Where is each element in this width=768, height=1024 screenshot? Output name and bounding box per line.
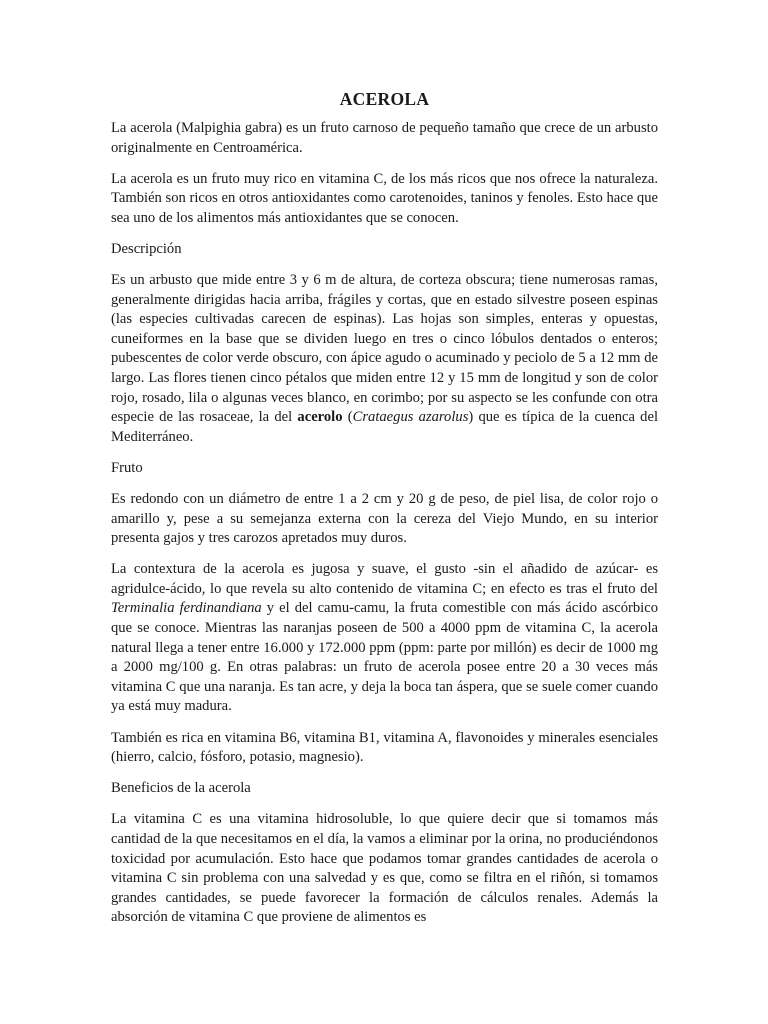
terminalia-term: Terminalia ferdinandiana bbox=[111, 600, 262, 617]
description-text: Es un arbusto que mide entre 3 y 6 m de altura, de corteza obscura; tiene numerosas ramas, generalmente dirigidas hacia arriba, frágiles y cortas, que en estado silvestre poseen espinas (las especies cultivadas carecen de espinas). Las hojas son simples, enteras y opuestas, cuneiformes en la base que se dividen luego en tres o cinco lóbulos dentados o enteros; pubescentes de color verde obscuro, con ápice agudo o acuminado y peciolo de 5 a 12 mm de largo. Las flores tienen cinco pétalos que miden entre 12 y 15 mm de longitud y son de color rojo, rosado, lila o algunas veces blanco, en corimbo; por su aspecto se les confunde con otra especie de las rosaceae, la del bbox=[111, 272, 658, 426]
acerolo-term: acerolo bbox=[297, 409, 343, 426]
document-page bbox=[111, 88, 658, 939]
section-heading-descripcion: Descripción bbox=[111, 240, 182, 257]
fruit-paragraph: Es redondo con un diámetro de entre 1 a 2 cm y 20 g de peso, de piel lisa, de color rojo o amarillo y, pese a su semejanza externa con la cereza del Viejo Mundo, en su interior presenta gajos y tres carozos apretados muy duros. bbox=[111, 491, 658, 547]
section-heading-fruto: Fruto bbox=[111, 459, 143, 476]
document-title: ACEROLA bbox=[339, 89, 430, 109]
minerals-paragraph: También es rica en vitamina B6, vitamina B1, vitamina A, flavonoides y minerales esenciales (hierro, calcio, fósforo, potasio, magnesio). bbox=[111, 729, 658, 766]
section-heading-beneficios: Beneficios de la acerola bbox=[111, 780, 251, 797]
vitamin-c-paragraph: La acerola es un fruto muy rico en vitamina C, de los más ricos que nos ofrece la naturaleza. También son ricos en otros antioxidantes como carotenoides, taninos y fenoles. Esto hace que sea uno de los alimentos más antioxidantes que se conocen. bbox=[111, 170, 658, 226]
benefits-paragraph: La vitamina C es una vitamina hidrosoluble, lo que quiere decir que si tomamos más cantidad de la que necesitamos en el día, la vamos a eliminar por la orina, no produciéndonos toxicidad por acumulación. Esto hace que podamos tomar grandes cantidades de acerola o vitamina C sin problema con una salvedad y es que, como se filtra en el riñón, si tomamos grandes cantidades, se puede favorecer la formación de cálculos renales. Además la absorción de vitamina C que proviene de alimentos es bbox=[111, 811, 658, 926]
description-end: ) que es típica de la cuenca del Mediterráneo. bbox=[111, 409, 658, 445]
texture-paragraph bbox=[111, 560, 658, 717]
texture-text-start: La contextura de la acerola es jugosa y suave, el gusto -sin el añadido de azúcar- es agridulce-ácido, lo que revela su alto contenido de vitamina C; en efecto es tras el fruto del bbox=[111, 561, 658, 597]
intro-paragraph: La acerola (Malpighia gabra) es un fruto carnoso de pequeño tamaño que crece de un arbusto originalmente en Centroamérica. bbox=[111, 120, 658, 156]
description-open-paren: ( bbox=[342, 409, 353, 426]
description-paragraph bbox=[111, 271, 658, 447]
texture-text-end: y el del camu-camu, la fruta comestible con más ácido ascórbico que se conoce. Mientras las naranjas poseen de 500 a 4000 ppm de vitamina C, la acerola natural llega a tener entre 16.000 y 172.000 ppm (ppm: parte por millón) es decir de 1000 mg a 2000 mg/100 g. En otras palabras: un fruto de acerola posee entre 20 a 30 veces más vitamina C que una naranja. Es tan acre, y deja la boca tan áspera, que se suele comer cuando ya está muy madura. bbox=[111, 600, 658, 715]
crataegus-term: Crataegus azarolus bbox=[352, 409, 469, 426]
